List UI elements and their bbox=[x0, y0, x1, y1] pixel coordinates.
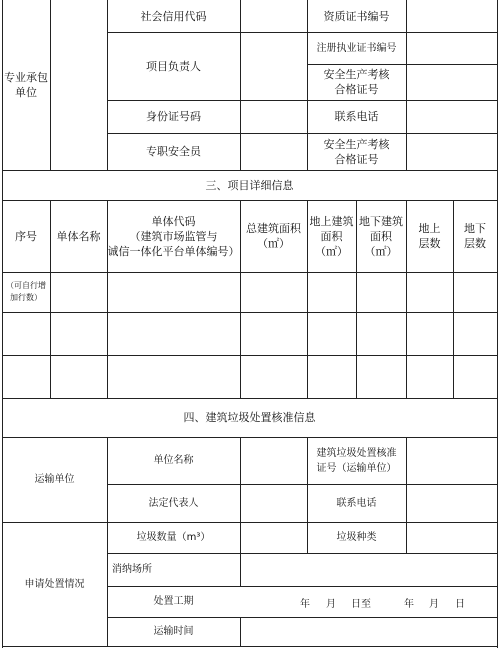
divider bbox=[406, 437, 407, 553]
id-no-label: 身份证号码 bbox=[146, 110, 201, 123]
safety-cert-no-label: 安全生产考核 合格证号 bbox=[323, 137, 390, 166]
divider bbox=[2, 312, 497, 313]
col-header-below-floors: 地下 层数 bbox=[464, 222, 486, 250]
col-header-total-area: 总建筑面积 （㎡） bbox=[246, 222, 301, 250]
divider bbox=[50, 0, 51, 170]
transport-time-label: 运输时间 bbox=[153, 626, 194, 637]
col-header-above-area: 地上建筑 面积 （㎡） bbox=[309, 214, 354, 258]
col-header-above-floors: 地上 层数 bbox=[418, 222, 441, 250]
safety-officer-label: 专职安全员 bbox=[146, 145, 201, 158]
waste-qty-label: 垃圾数量（m³） bbox=[136, 532, 211, 543]
transport-unit-label: 运输单位 bbox=[34, 474, 75, 485]
reg-cert-no-label: 注册执业证书编号 bbox=[316, 42, 397, 54]
project-manager-label: 项目负责人 bbox=[146, 59, 201, 73]
phone-label: 联系电话 bbox=[336, 497, 377, 509]
divider bbox=[2, 355, 497, 356]
col-header-unit-name: 单体名称 bbox=[56, 229, 101, 243]
divider bbox=[2, 646, 497, 647]
day-1-to: 日至 bbox=[351, 599, 371, 610]
divider bbox=[240, 437, 241, 586]
apply-status-label: 申请处置情况 bbox=[24, 578, 85, 590]
phone-label: 联系电话 bbox=[334, 110, 379, 123]
col-header-seq: 序号 bbox=[15, 229, 37, 243]
section-title: 四、建筑垃圾处置核准信息 bbox=[183, 411, 316, 424]
divider bbox=[107, 553, 497, 554]
date-range bbox=[240, 586, 497, 617]
unit-name-label: 单位名称 bbox=[153, 455, 194, 466]
credit-code-label: 社会信用代码 bbox=[140, 9, 207, 23]
month-2: 月 bbox=[429, 599, 439, 610]
waste-type-label: 垃圾种类 bbox=[336, 532, 377, 543]
col-header-below-area: 地下建筑 面积 （㎡） bbox=[359, 214, 403, 258]
table-border-right bbox=[497, 0, 498, 648]
professional-contractor-label: 专业承包 单位 bbox=[4, 71, 48, 99]
year-2: 年 bbox=[404, 599, 414, 610]
approval-cert-label: 建筑垃圾处置核准 证号（运输单位） bbox=[316, 447, 397, 474]
section-title: 三、项目详细信息 bbox=[205, 178, 294, 192]
legal-rep-label: 法定代表人 bbox=[148, 497, 199, 509]
disposal-site-label: 消纳场所 bbox=[112, 564, 152, 575]
add-rows-note: （可自行增 加行数） bbox=[6, 281, 46, 302]
divider bbox=[2, 272, 497, 273]
month-1: 月 bbox=[326, 599, 336, 610]
col-header-unit-code: 单体代码 （建筑市场监管与 诚信一体化平台单体编号） bbox=[107, 214, 240, 258]
qualification-no-label: 资质证书编号 bbox=[323, 9, 390, 23]
divider bbox=[240, 617, 241, 646]
day-2: 日 bbox=[455, 599, 465, 610]
year-1: 年 bbox=[300, 599, 310, 610]
divider bbox=[240, 0, 241, 170]
divider bbox=[406, 0, 407, 170]
safety-cert-no-label: 安全生产考核 合格证号 bbox=[323, 68, 390, 96]
disposal-period-label: 处置工期 bbox=[153, 596, 194, 607]
